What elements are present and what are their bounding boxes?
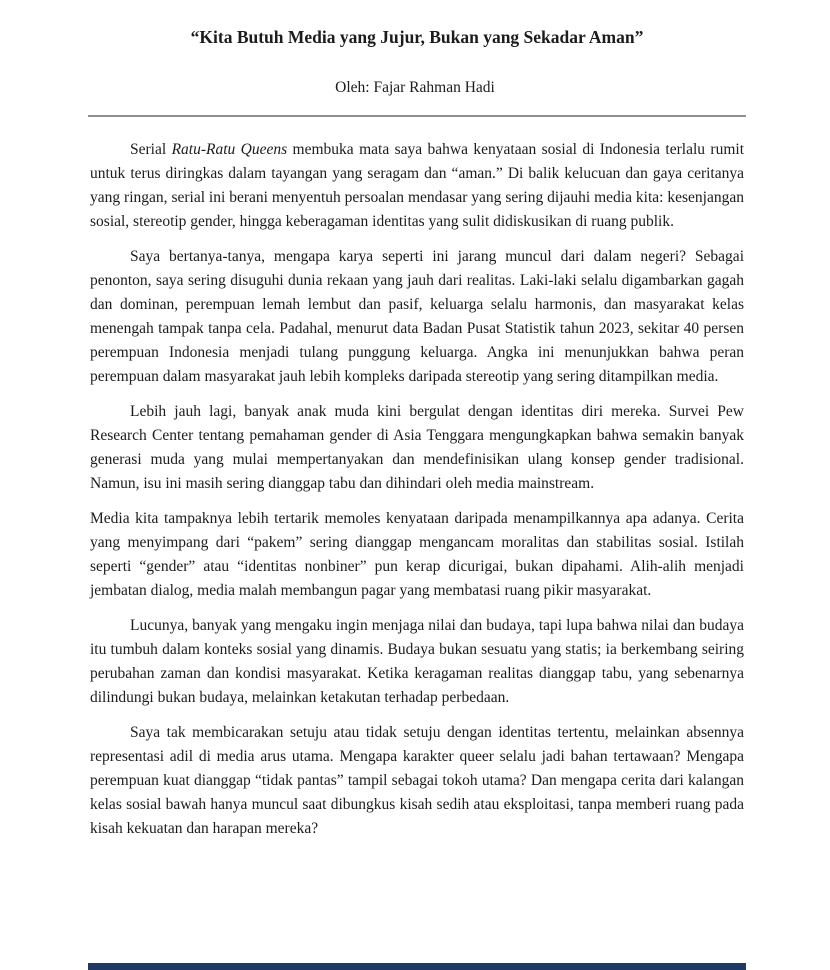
paragraph-1-text-lead: Serial <box>130 141 172 158</box>
paragraph-6-text: Saya tak membicarakan setuju atau tidak setuju dengan identitas tertentu, melainkan absennya representasi adil di media arus utama. Mengapa karakter queer selalu jadi bahan tertawaan? Mengapa perempuan kuat dianggap “tidak pantas” tampil sebagai tokoh utama? Dan mengapa cerita dari kalangan kelas sosial bawah hanya muncul saat dibungkus kisah sedih atau eksploitasi, tanpa memberi ruang pada kisah kekuatan dan harapan mereka? <box>90 724 744 837</box>
paragraph-4 <box>90 507 744 603</box>
paragraph-5-text: Lucunya, banyak yang mengaku ingin menjaga nilai dan budaya, tapi lupa bahwa nilai dan budaya itu tumbuh dalam konteks sosial yang dinamis. Budaya bukan sesuatu yang statis; ia berkembang seiring perubahan zaman dan kondisi masyarakat. Ketika keragaman realitas dianggap tabu, yang sebenarnya dilindungi bukan budaya, melainkan ketakutan terhadap perbedaan. <box>90 617 744 706</box>
paragraph-4-text: Media kita tampaknya lebih tertarik memoles kenyataan daripada menampilkannya apa adanya. Cerita yang menyimpang dari “pakem” sering dianggap mengancam moralitas dan stabilitas sosial. Istilah seperti “gender” atau “identitas nonbiner” pun kerap dicurigai, bukan dipahami. Alih-alih menjadi jembatan dialog, media malah membangun pagar yang membatasi ruang pikir masyarakat. <box>90 510 744 599</box>
paragraph-1 <box>90 138 744 234</box>
paragraph-2 <box>90 245 744 389</box>
byline: Oleh: Fajar Rahman Hadi <box>335 79 495 96</box>
paragraph-3-text: Lebih jauh lagi, banyak anak muda kini bergulat dengan identitas diri mereka. Survei Pew Research Center tentang pemahaman gender di Asia Tenggara mengungkapkan bahwa semakin banyak generasi muda yang mulai mempertanyakan dan mendefinisikan ulang konsep gender tradisional. Namun, isu ini masih sering dianggap tabu dan dihindari oleh media mainstream. <box>90 403 744 492</box>
paragraph-2-text: Saya bertanya-tanya, mengapa karya seperti ini jarang muncul dari dalam negeri? Sebagai penonton, saya sering disuguhi dunia rekaan yang jauh dari realitas. Laki-laki selalu digambarkan gagah dan dominan, perempuan lemah lembut dan pasif, keluarga selalu harmonis, dan masyarakat kelas menengah tampak tanpa cela. Padahal, menurut data Badan Pusat Statistik tahun 2023, sekitar 40 persen perempuan Indonesia menjadi tulang punggung keluarga. Angka ini menunjukkan bahwa peran perempuan dalam masyarakat jauh lebih kompleks daripada stereotip yang sering ditampilkan media. <box>90 248 744 385</box>
paragraph-5 <box>90 614 744 710</box>
next-page-edge-bar <box>88 963 746 970</box>
series-title-italic: Ratu-Ratu Queens <box>171 141 288 158</box>
paragraph-6 <box>90 721 744 841</box>
paragraph-1-text-rest: membuka mata saya bahwa kenyataan sosial di Indonesia terlalu rumit untuk terus diringkas dalam tayangan yang seragam dan “aman.” Di balik kelucuan dan gaya ceritanya yang ringan, serial ini berani menyentuh persoalan mendasar yang sering dijauhi media kita: kesenjangan sosial, stereotip gender, hingga keberagaman identitas yang sulit didiskusikan di ruang publik. <box>90 141 744 230</box>
article-body <box>0 117 830 841</box>
paragraph-3 <box>90 400 744 496</box>
document-title: “Kita Butuh Media yang Jujur, Bukan yang Sekadar Aman” <box>190 27 644 47</box>
